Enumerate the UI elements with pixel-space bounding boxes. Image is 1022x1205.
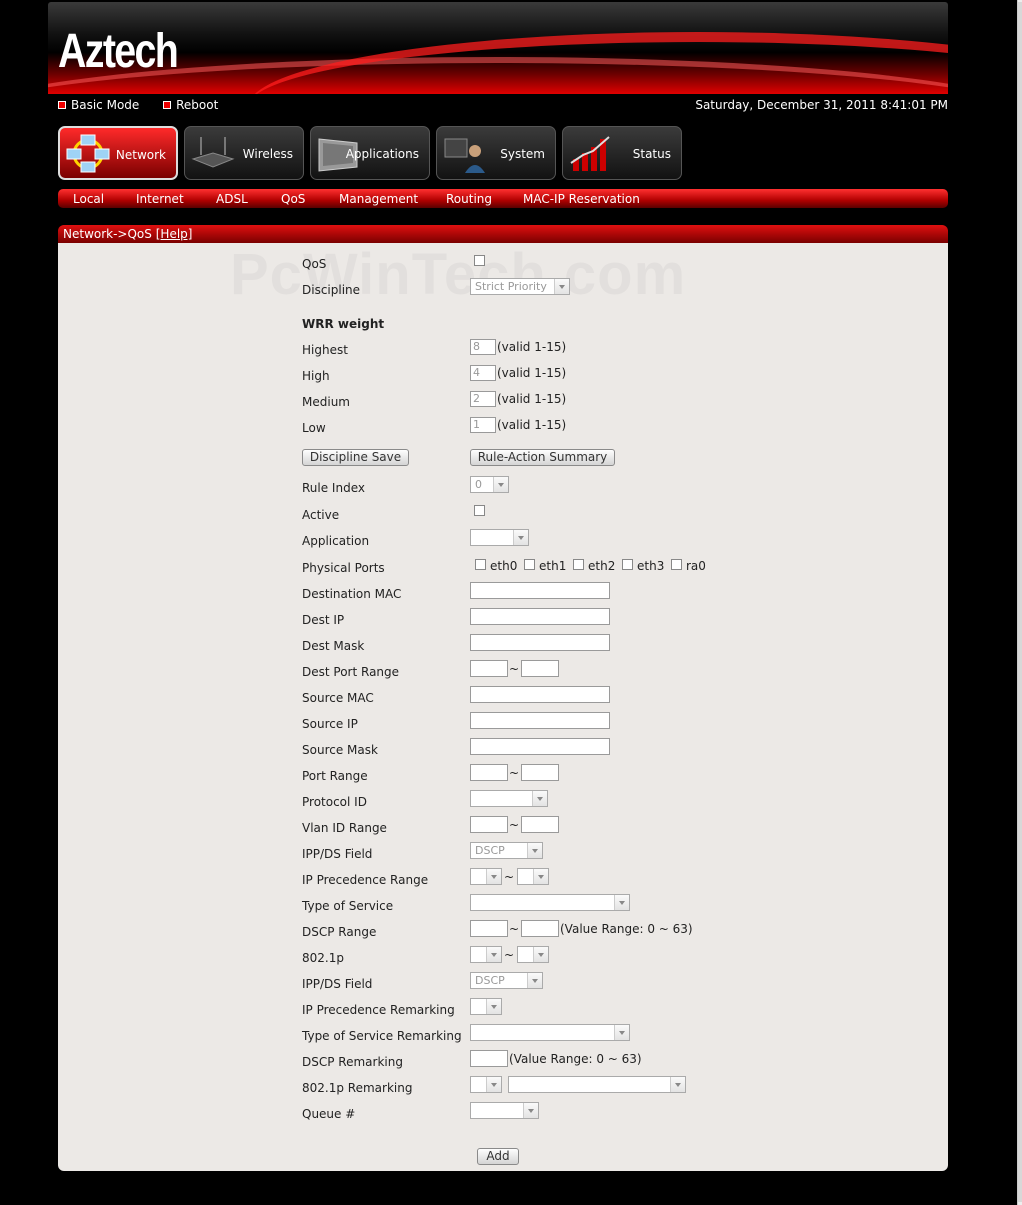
datetime: Saturday, December 31, 2011 8:41:01 PM (695, 98, 948, 112)
port-ra0-checkbox[interactable] (671, 559, 682, 570)
reboot-link[interactable] (163, 98, 218, 112)
dscp-range-start-input[interactable] (470, 920, 508, 937)
tab-wireless[interactable] (184, 126, 304, 180)
subnav-adsl[interactable]: ADSL (216, 192, 248, 206)
watermark (230, 241, 686, 308)
ip-precedence-start-select[interactable] (470, 868, 502, 885)
source-mask-input[interactable] (470, 738, 610, 755)
tab-status-label: Status (632, 147, 671, 161)
vlan-id-start-input[interactable] (470, 816, 508, 833)
qos-checkbox[interactable] (474, 255, 485, 266)
tab-system[interactable] (436, 126, 556, 180)
range-separator: ~ (509, 662, 520, 676)
breadcrumb-path: Network->QoS (63, 227, 152, 241)
active-label: Active (302, 508, 340, 522)
application-label: Application (302, 534, 370, 548)
tab-applications[interactable] (310, 126, 430, 180)
source-ip-label: Source IP (302, 717, 358, 731)
port-eth1-label: eth1 (539, 559, 567, 573)
weight-low-label: Low (302, 421, 326, 435)
dot1p-label: 802.1p (302, 951, 344, 965)
vlan-id-end-input[interactable] (521, 816, 559, 833)
dest-ip-label: Dest IP (302, 613, 345, 627)
ipp-ds-field-select[interactable] (470, 842, 543, 859)
weight-highest-input[interactable]: 8 (470, 339, 496, 355)
queue-label: Queue # (302, 1107, 356, 1121)
range-separator: ~ (504, 870, 515, 884)
vlan-id-range-label: Vlan ID Range (302, 821, 387, 835)
subnav-local[interactable]: Local (73, 192, 105, 206)
system-icon (443, 133, 487, 173)
breadcrumb (63, 227, 192, 241)
weight-low-input[interactable]: 1 (470, 417, 496, 433)
chevron-down-icon (532, 791, 547, 806)
port-eth0-label: eth0 (490, 559, 518, 573)
tab-status[interactable] (562, 126, 682, 180)
chevron-down-icon (554, 279, 569, 294)
dest-port-start-input[interactable] (470, 660, 508, 677)
weight-medium-label: Medium (302, 395, 350, 409)
active-checkbox[interactable] (474, 505, 485, 516)
type-of-service-select[interactable] (470, 894, 630, 911)
subnav-routing[interactable]: Routing (446, 192, 493, 206)
reboot-label[interactable]: Reboot (176, 98, 219, 112)
application-select[interactable] (470, 529, 529, 546)
port-eth3-checkbox[interactable] (622, 559, 633, 570)
subnav-mac-ip-reservation[interactable]: MAC-IP Reservation (523, 192, 640, 206)
dest-mask-label: Dest Mask (302, 639, 365, 653)
chevron-down-icon (614, 895, 629, 910)
physical-ports-label: Physical Ports (302, 561, 385, 575)
wrr-weight-heading: WRR weight (302, 317, 385, 331)
chevron-down-icon (486, 999, 501, 1014)
dscp-range-hint: (Value Range: 0 ~ 63) (560, 922, 693, 936)
scrollbar[interactable] (1017, 0, 1022, 1205)
scrollbar-thumb[interactable] (1018, 2, 1022, 1202)
discipline-value: Strict Priority (475, 280, 547, 293)
dest-mask-input[interactable] (470, 634, 610, 651)
port-eth3-label: eth3 (637, 559, 665, 573)
port-ra0-label: ra0 (686, 559, 706, 573)
tab-network[interactable] (58, 126, 178, 180)
source-mac-label: Source MAC (302, 691, 374, 705)
chart-icon (569, 133, 613, 173)
chevron-down-icon (486, 869, 501, 884)
dot1p-start-select[interactable] (470, 946, 502, 963)
protocol-id-label: Protocol ID (302, 795, 367, 809)
range-separator: ~ (509, 922, 520, 936)
chevron-down-icon (486, 947, 501, 962)
ipp-ds-field-remark-select[interactable] (470, 972, 543, 989)
chevron-down-icon (527, 973, 542, 988)
discipline-save-button[interactable]: Discipline Save (302, 449, 409, 466)
source-mac-input[interactable] (470, 686, 610, 703)
sub-nav (58, 189, 948, 208)
port-range-label: Port Range (302, 769, 368, 783)
chevron-down-icon (486, 1077, 501, 1092)
help-link[interactable]: [Help] (155, 227, 193, 241)
bullet-icon (163, 101, 171, 109)
ip-precedence-end-select[interactable] (517, 868, 549, 885)
rule-index-select[interactable] (470, 476, 509, 493)
ip-precedence-remarking-select[interactable] (470, 998, 502, 1015)
chevron-down-icon (493, 477, 508, 492)
bullet-icon (58, 101, 66, 109)
port-eth2-checkbox[interactable] (573, 559, 584, 570)
weight-high-input[interactable]: 4 (470, 365, 496, 381)
range-separator: ~ (504, 948, 515, 962)
tab-wireless-label: Wireless (242, 147, 293, 161)
basic-mode-link[interactable] (58, 98, 139, 112)
subnav-qos[interactable]: QoS (281, 192, 306, 206)
weight-highest-hint: (valid 1-15) (497, 340, 567, 354)
range-separator: ~ (509, 818, 520, 832)
weight-low-hint: (valid 1-15) (497, 418, 567, 432)
dest-mac-label: Destination MAC (302, 587, 402, 601)
discipline-select[interactable] (470, 278, 570, 295)
weight-high-label: High (302, 369, 330, 383)
qos-label: QoS (302, 257, 327, 271)
ipp-ds-field-remark-value: DSCP (475, 974, 505, 987)
discipline-label: Discipline (302, 283, 361, 297)
rule-index-value: 0 (475, 478, 482, 491)
tos-remarking-select[interactable] (470, 1024, 630, 1041)
protocol-id-select[interactable] (470, 790, 548, 807)
basic-mode-label[interactable]: Basic Mode (71, 98, 140, 112)
ipp-ds-field-value: DSCP (475, 844, 505, 857)
dscp-remarking-label: DSCP Remarking (302, 1055, 403, 1069)
ip-precedence-remarking-label: IP Precedence Remarking (302, 1003, 455, 1017)
subnav-management[interactable]: Management (339, 192, 419, 206)
source-mask-label: Source Mask (302, 743, 378, 757)
chevron-down-icon (513, 530, 528, 545)
add-button[interactable]: Add (477, 1148, 519, 1165)
dot1p-remarking-detail-select[interactable] (508, 1076, 686, 1093)
dscp-range-end-input[interactable] (521, 920, 559, 937)
source-ip-input[interactable] (470, 712, 610, 729)
dest-ip-input[interactable] (470, 608, 610, 625)
type-of-service-label: Type of Service (302, 899, 394, 913)
ipp-ds-field-label: IPP/DS Field (302, 847, 373, 861)
chevron-down-icon (527, 843, 542, 858)
chevron-down-icon (614, 1025, 629, 1040)
port-eth1-checkbox[interactable] (524, 559, 535, 570)
tab-applications-label: Applications (345, 147, 419, 161)
tos-remarking-label: Type of Service Remarking (302, 1029, 462, 1043)
rule-action-summary-button[interactable]: Rule-Action Summary (470, 449, 615, 466)
dscp-remarking-input[interactable] (470, 1050, 508, 1067)
weight-high-hint: (valid 1-15) (497, 366, 567, 380)
dest-mac-input[interactable] (470, 582, 610, 599)
queue-select[interactable] (470, 1102, 539, 1119)
dscp-remarking-hint: (Value Range: 0 ~ 63) (509, 1052, 642, 1066)
weight-medium-hint: (valid 1-15) (497, 392, 567, 406)
tab-system-label: System (500, 147, 545, 161)
ip-precedence-range-label: IP Precedence Range (302, 873, 429, 887)
tab-network-label: Network (115, 148, 166, 162)
dscp-range-label: DSCP Range (302, 925, 377, 939)
port-range-start-input[interactable] (470, 764, 508, 781)
dot1p-remarking-label: 802.1p Remarking (302, 1081, 413, 1095)
subnav-internet[interactable]: Internet (136, 192, 184, 206)
weight-medium-input[interactable]: 2 (470, 391, 496, 407)
port-range-end-input[interactable] (521, 764, 559, 781)
chevron-down-icon (533, 947, 548, 962)
port-eth0-checkbox[interactable] (475, 559, 486, 570)
dest-port-range-label: Dest Port Range (302, 665, 400, 679)
chevron-down-icon (670, 1077, 685, 1092)
dest-port-end-input[interactable] (521, 660, 559, 677)
network-icon (66, 134, 110, 174)
chevron-down-icon (533, 869, 548, 884)
top-links-bar (58, 98, 948, 114)
dot1p-end-select[interactable] (517, 946, 549, 963)
weight-highest-label: Highest (302, 343, 348, 357)
aztech-logo: Aztech (58, 25, 178, 78)
router-icon (191, 133, 235, 173)
rule-index-label: Rule Index (302, 481, 365, 495)
port-eth2-label: eth2 (588, 559, 616, 573)
range-separator: ~ (509, 766, 520, 780)
dot1p-remarking-select[interactable] (470, 1076, 502, 1093)
ipp-ds-field-remark-label: IPP/DS Field (302, 977, 373, 991)
header-banner (48, 2, 948, 94)
chevron-down-icon (523, 1103, 538, 1118)
